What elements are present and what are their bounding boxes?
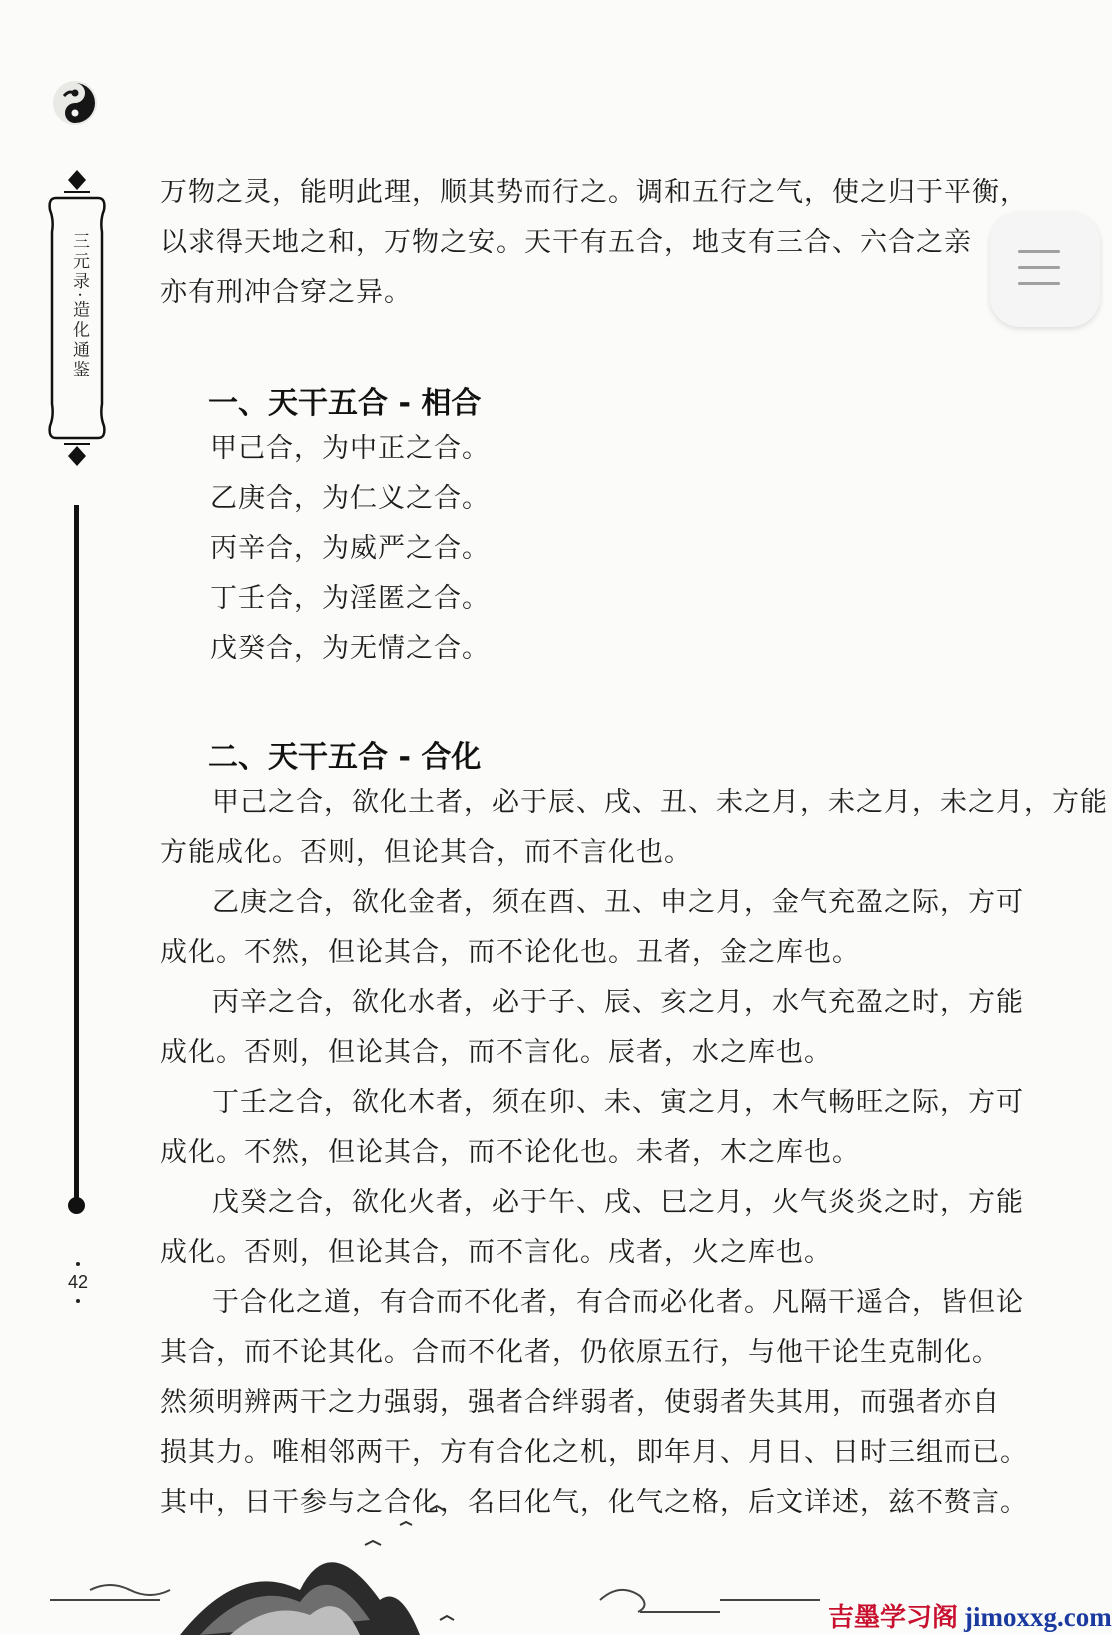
page-number-dot-bottom: [76, 1299, 80, 1303]
page-number-block: [58, 1262, 98, 1303]
hamburger-menu-icon: [1018, 250, 1060, 253]
hamburger-menu-icon: [1018, 266, 1060, 269]
body-line: 然须明辨两干之力强弱，强者合绊弱者，使弱者失其用，而强者亦自: [160, 1387, 1000, 1418]
watermark-url: jimoxxg.com: [964, 1602, 1112, 1632]
body-line: 丙辛之合，欲化水者，必于子、辰、亥之月，水气充盈之时，方能: [212, 987, 1024, 1018]
page-number-dot-top: [76, 1262, 80, 1266]
book-title-vertical: 三元录·造化通鉴: [69, 232, 89, 381]
body-line: 成化。不然，但论其合，而不论化也。未者，木之库也。: [160, 1137, 860, 1168]
section1-list: [210, 424, 810, 674]
body-line: 成化。不然，但论其合，而不论化也。丑者，金之库也。: [160, 937, 860, 968]
body-line: 成化。否则，但论其合，而不言化。戌者，火之库也。: [160, 1237, 832, 1268]
intro-line: 亦有刑冲合穿之异。: [160, 277, 412, 308]
section1-heading: 一、天干五合 - 相合: [208, 386, 482, 421]
spine-line: [74, 505, 79, 1205]
body-line: 于合化之道，有合而不化者，有合而必化者。凡隔干遥合，皆但论: [212, 1287, 1024, 1318]
section2-heading: 二、天干五合 - 合化: [208, 740, 482, 775]
list-item: 戊癸合，为无情之合。: [210, 633, 490, 664]
list-item: 乙庚合，为仁义之合。: [210, 483, 490, 514]
intro-paragraph: [160, 168, 1028, 318]
body-line: 成化。否则，但论其合，而不言化。辰者，水之库也。: [160, 1037, 832, 1068]
list-item: 甲己合，为中正之合。: [210, 433, 490, 464]
list-item: 丙辛合，为威严之合。: [210, 533, 490, 564]
site-watermark: [828, 1597, 1112, 1634]
body-line: 方能成化。否则，但论其合，而不言化也。: [160, 837, 692, 868]
body-line: 甲己之合，欲化土者，必于辰、戌、丑、未之月，未之月，未之月，方能: [212, 787, 1108, 818]
page-number: 42: [67, 1272, 89, 1292]
body-line: 丁壬之合，欲化木者，须在卯、未、寅之月，木气畅旺之际，方可: [212, 1087, 1024, 1118]
body-line: 戊癸之合，欲化火者，必于午、戌、巳之月，火气炎炎之时，方能: [212, 1187, 1024, 1218]
hamburger-menu-icon: [1018, 282, 1060, 285]
floating-menu-button[interactable]: [990, 212, 1100, 327]
watermark-brand: 吉墨学习阁: [828, 1603, 959, 1633]
section2-body: [160, 778, 1108, 1528]
body-line: 乙庚之合，欲化金者，须在酉、丑、申之月，金气充盈之际，方可: [212, 887, 1024, 918]
body-line: 其合，而不论其化。合而不化者，仍依原五行，与他干论生克制化。: [160, 1337, 1000, 1368]
yin-yang-icon: [50, 78, 100, 128]
spine-ball: [68, 1197, 85, 1214]
intro-line: 万物之灵，能明此理，顺其势而行之。调和五行之气，使之归于平衡，: [160, 177, 1028, 208]
body-line: 其中，日干参与之合化，名曰化气，化气之格，后文详述，兹不赘言。: [160, 1487, 1028, 1518]
list-item: 丁壬合，为淫匿之合。: [210, 583, 490, 614]
intro-line: 以求得天地之和，万物之安。天干有五合，地支有三合、六合之亲: [160, 227, 972, 258]
body-line: 损其力。唯相邻两干，方有合化之机，即年月、月日、日时三组而已。: [160, 1437, 1028, 1468]
